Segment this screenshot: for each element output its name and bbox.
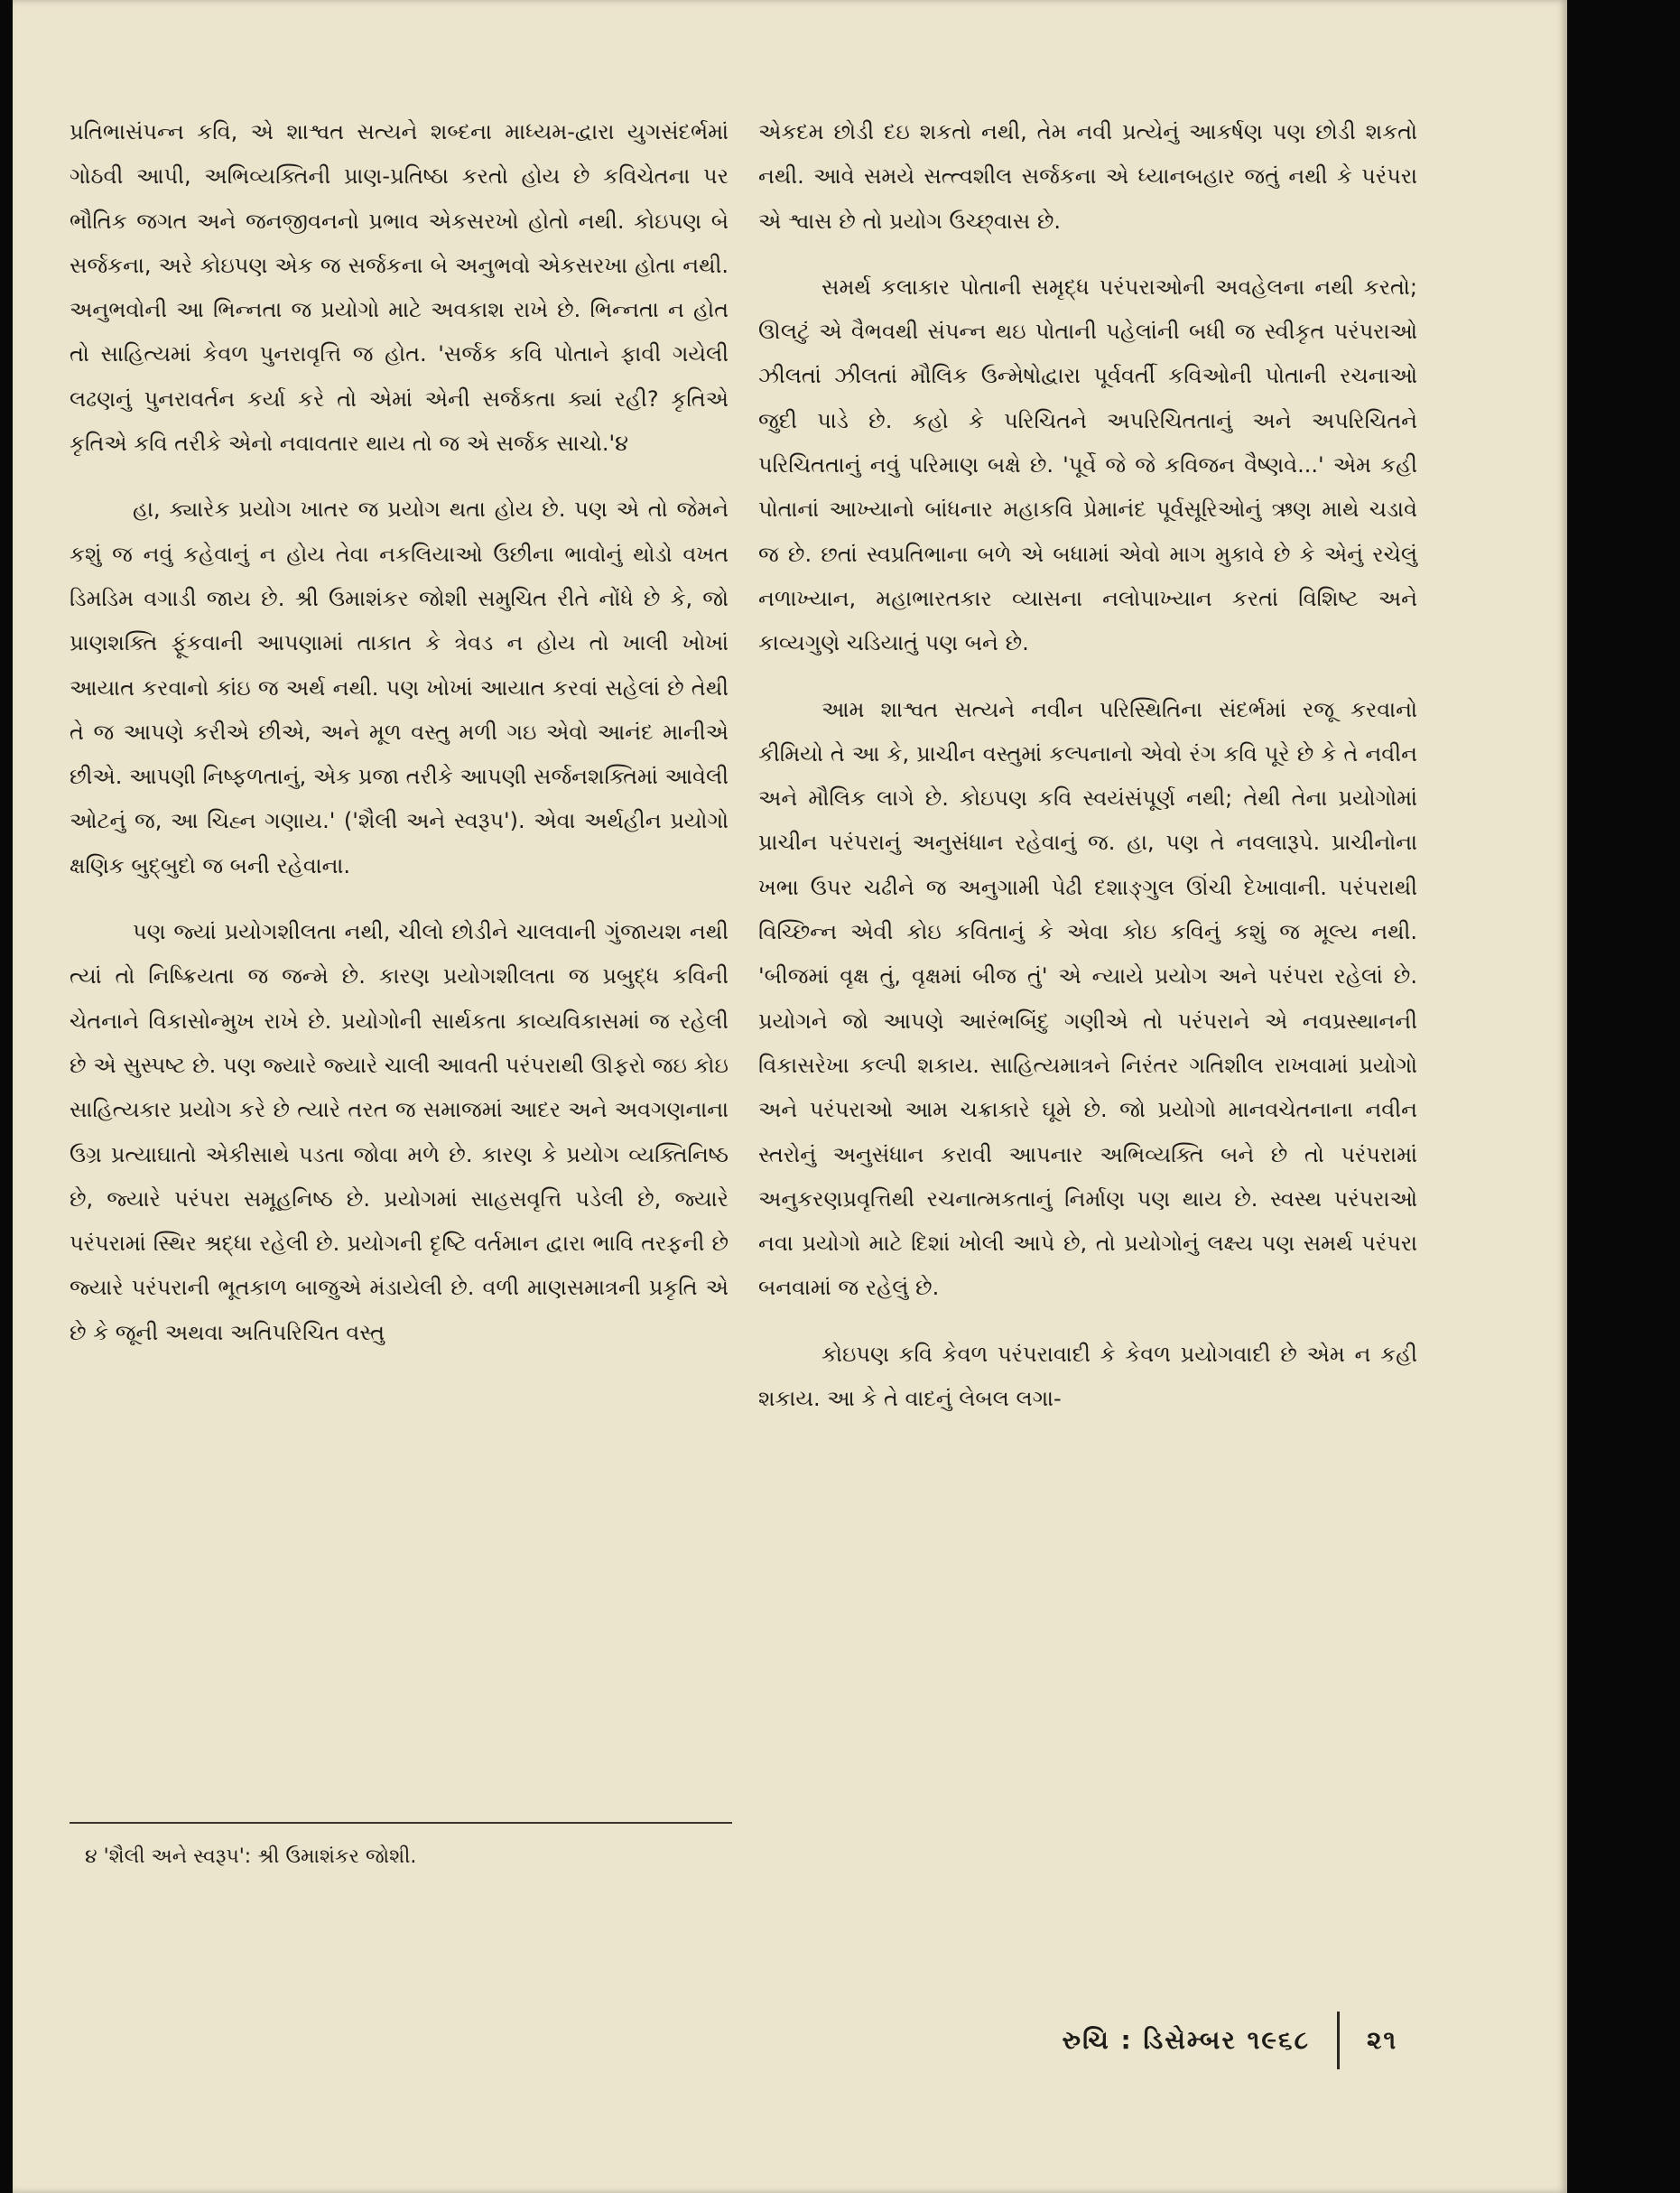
issue-label: રુચિ : ડિસેમ્બર ૧૯૬૮ [1062,2025,1310,2055]
paragraph: સમર્થ કલાકાર પોતાની સમૃદ્ધ પરંપરાઓની અવહેલના નથી કરતો; ઊલટું એ વૈભવથી સંપન્ન થઇ પોતાની પહેલાંની બધી જ સ્વીકૃત પરંપરાઓ ઝીલતાં ઝીલતાં મૌલિક ઉન્મેષોદ્વારા પૂર્વવર્તી કવિઓની પોતાની રચનાઓ જુદી પાડે છે. કહો કે પરિચિતને અપરિચિતતાનું અને અપરિચિતને પરિચિતતાનું નવું પરિમાણ બક્ષે છે. 'પૂર્વે જે જે કવિજન વૈષ્ણવે...' એમ કહી પોતાનાં આખ્યાનો બાંધનાર મહાકવિ પ્રેમાનંદ પૂર્વસૂરિઓનું ઋણ માથે ચડાવે જ છે. છતાં સ્વપ્રતિભાના બળે એ બધામાં એવો માગ મુકાવે છે કે એનું રચેલું નળાખ્યાન, મહાભારતકાર વ્યાસના નલોપાખ્યાન કરતાં વિશિષ્ટ અને કાવ્યગુણે ચડિયાતું પણ બને છે. [758,274,1417,656]
footer-divider [1337,2012,1340,2069]
right-column [758,110,1417,1443]
paragraph: હા, ક્યારેક પ્રયોગ ખાતર જ પ્રયોગ થતા હોય છે. પણ એ તો જેમને કશું જ નવું કહેવાનું ન હોય તેવા નકલિયાઓ ઉછીના ભાવોનું થોડો વખત ડિમડિમ વગાડી જાય છે. શ્રી ઉમાશંકર જોશી સમુચિત રીતે નોંધે છે કે, જો પ્રાણશક્તિ ફૂંકવાની આપણામાં તાકાત કે ત્રેવડ ન હોય તો ખાલી ખોખાં આયાત કરવાનો કાંઇ જ અર્થ નથી. પણ ખોખાં આયાત કરવાં સહેલાં છે તેથી તે જ આપણે કરીએ છીએ, અને મૂળ વસ્તુ મળી ગઇ એવો આનંદ માનીએ છીએ. આપણી નિષ્ફળતાનું, એક પ્રજા તરીકે આપણી સર્જનશક્તિમાં આવેલી ઓટનું જ, આ ચિહ્ન ગણાય.' ('શૈલી અને સ્વરૂપ'). એવા અર્થહીન પ્રયોગો ક્ષણિક બુદ્‌બુદો જ બની રહેવાના. [70,497,729,878]
footnote-divider [70,1822,732,1824]
paragraph: એકદમ છોડી દઇ શકતો નથી, તેમ નવી પ્રત્યેનું આકર્ષણ પણ છોડી શકતો નથી. આવે સમયે સત્ત્વશીલ સર્જકના એ ધ્યાનબહાર જતું નથી કે પરંપરા એ શ્વાસ છે તો પ્રયોગ ઉચ્છ્‌વાસ છે. [758,119,1417,234]
paragraph: આમ શાશ્વત સત્યને નવીન પરિસ્થિતિના સંદર્ભમાં રજૂ કરવાનો કીમિયો તે આ કે, પ્રાચીન વસ્તુમાં કલ્પનાનો એવો રંગ કવિ પૂરે છે કે તે નવીન અને મૌલિક લાગે છે. કોઇપણ કવિ સ્વયંસંપૂર્ણ નથી; તેથી તેના પ્રયોગોમાં પ્રાચીન પરંપરાનું અનુસંધાન રહેવાનું જ. હા, પણ તે નવલારૂપે. પ્રાચીનોના ખભા ઉપર ચઢીને જ અનુગામી પેઢી દશાઙ્ગુલ ઊંચી દેખાવાની. પરંપરાથી વિચ્છિન્ન એવી કોઇ કવિતાનું કે એવા કોઇ કવિનું કશું જ મૂલ્ય નથી. 'બીજમાં વૃક્ષ તું, વૃક્ષમાં બીજ તું' એ ન્યાયે પ્રયોગ અને પરંપરા રહેલાં છે. પ્રયોગને જો આપણે આરંભબિંદુ ગણીએ તો પરંપરાને એ નવપ્રસ્થાનની વિકાસરેખા કલ્પી શકાય. સાહિત્યમાત્રને નિરંતર ગતિશીલ રાખવામાં પ્રયોગો અને પરંપરાઓ આમ ચક્રાકારે ઘૂમે છે. જો પ્રયોગો માનવચેતનાના નવીન સ્તરોનું અનુસંધાન કરાવી આપનાર અભિવ્યક્તિ બને છે તો પરંપરામાં અનુકરણપ્રવૃત્તિથી રચનાત્મકતાનું નિર્માણ પણ થાય છે. સ્વસ્થ પરંપરાઓ નવા પ્રયોગો માટે દિશાં ખોલી આપે છે, તો પ્રયોગોનું લક્ષ્ય પણ સમર્થ પરંપરા બનવામાં જ રહેલું છે. [758,696,1417,1301]
paragraph: કોઇપણ કવિ કેવળ પરંપરાવાદી કે કેવળ પ્રયોગવાદી છે એમ ન કહી શકાય. આ કે તે વાદનું લેબલ લગા- [758,1341,1417,1412]
paragraph: પ્રતિભાસંપન્ન કવિ, એ શાશ્વત સત્યને શબ્દના માધ્યમ-દ્વારા યુગસંદર્ભમાં ગોઠવી આપી, અભિવ્યક્તિની પ્રાણ-પ્રતિષ્ઠા કરતો હોય છે કવિચેતના પર ભૌતિક જગત અને જનજીવનનો પ્રભાવ એકસરખો હોતો નથી. કોઇપણ બે સર્જકના, અરે કોઇપણ એક જ સર્જકના બે અનુભવો એકસરખા હોતા નથી. અનુભવોની આ ભિન્નતા જ પ્રયોગો માટે અવકાશ રાખે છે. ભિન્નતા ન હોત તો સાહિત્યમાં કેવળ પુનરાવૃત્તિ જ હોત. 'સર્જક કવિ પોતાને ફાવી ગયેલી લઢણનું પુનરાવર્તન કર્યા કરે તો એમાં એની સર્જકતા ક્યાં રહી? કૃતિએ કૃતિએ કવિ તરીકે એનો નવાવતાર થાય તો જ એ સર્જક સાચો.'૪ [70,119,729,457]
paragraph: પણ જ્યાં પ્રયોગશીલતા નથી, ચીલો છોડીને ચાલવાની ગુંજાયશ નથી ત્યાં તો નિષ્ક્રિયતા જ જન્મે છે. કારણ પ્રયોગશીલતા જ પ્રબુદ્ધ કવિની ચેતનાને વિકાસોન્મુખ રાખે છે. પ્રયોગોની સાર્થકતા કાવ્યવિકાસમાં જ રહેલી છે એ સુસ્પષ્ટ છે. પણ જ્યારે જ્યારે ચાલી આવતી પરંપરાથી ઊફરો જઇ કોઇ સાહિત્યકાર પ્રયોગ કરે છે ત્યારે તરત જ સમાજમાં આદર અને અવગણનાના ઉગ્ર પ્રત્યાઘાતો એકીસાથે પડતા જોવા મળે છે. કારણ કે પ્રયોગ વ્યક્તિનિષ્ઠ છે, જ્યારે પરંપરા સમૂહનિષ્ઠ છે. પ્રયોગમાં સાહસવૃત્તિ પડેલી છે, જ્યારે પરંપરામાં સ્થિર શ્રદ્ધા રહેલી છે. પ્રયોગની દૃષ્ટિ વર્તમાન દ્વારા ભાવિ તરફની છે જ્યારે પરંપરાની ભૂતકાળ બાજુએ મંડાયેલી છે. વળી માણસમાત્રની પ્રકૃતિ એ છે કે જૂની અથવા અતિપરિચિત વસ્તુ [70,919,729,1345]
page-content [13,0,1567,2193]
page-number: ૨૧ [1367,2025,1398,2055]
left-column [70,110,729,1377]
magazine-page [13,0,1567,2193]
footnote: ૪ 'શૈલી અને સ્વરૂપ': શ્રી ઉમાશંકર જોશી. [85,1845,417,1868]
page-footer [988,2013,1421,2068]
